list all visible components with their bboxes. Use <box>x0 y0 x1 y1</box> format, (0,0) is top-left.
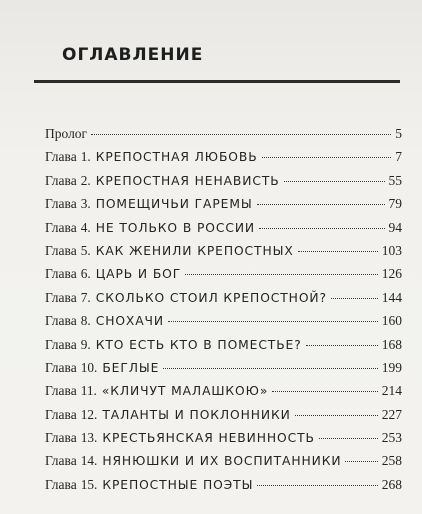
chapter-label: Глава <box>45 266 77 282</box>
page-number: 144 <box>381 289 402 305</box>
page-number: 160 <box>381 313 402 329</box>
toc-entry[interactable] <box>45 407 402 430</box>
dot-leader <box>262 157 392 158</box>
chapter-number: 8. <box>80 313 91 329</box>
chapter-label: Глава <box>45 476 77 492</box>
dot-leader <box>331 298 378 299</box>
entry-title: «КЛИЧУТ МАЛАШКОЮ» <box>101 384 269 399</box>
chapter-number: 14. <box>80 453 98 469</box>
chapter-label: Глава <box>45 196 77 212</box>
dot-leader <box>306 345 378 346</box>
chapter-number: 10. <box>80 359 98 375</box>
dot-leader <box>319 438 378 439</box>
chapter-number: 6. <box>80 266 91 282</box>
toc-entry[interactable] <box>45 383 402 406</box>
page-number: 268 <box>381 476 402 492</box>
dot-leader <box>272 391 378 392</box>
entry-title: КАК ЖЕНИЛИ КРЕПОСТНЫХ <box>95 243 294 258</box>
toc-entry[interactable] <box>45 196 402 219</box>
toc-entry[interactable] <box>45 220 402 243</box>
toc-entry[interactable] <box>45 149 402 172</box>
page-number: 214 <box>381 383 402 399</box>
toc-entry[interactable] <box>45 360 402 383</box>
entry-title: БЕГЛЫЕ <box>102 360 160 375</box>
chapter-label: Глава <box>45 336 77 352</box>
chapter-number: 5. <box>80 242 91 258</box>
heading-rule <box>34 80 400 83</box>
chapter-number: 13. <box>80 430 98 446</box>
page-number: 103 <box>381 242 402 258</box>
chapter-number: 1. <box>80 149 91 165</box>
chapter-number: 7. <box>80 289 91 305</box>
page-number: 258 <box>381 453 402 469</box>
chapter-label: Глава <box>45 149 77 165</box>
entry-title: КРЕПОСТНАЯ НЕНАВИСТЬ <box>95 173 280 188</box>
page-number: 55 <box>388 172 402 188</box>
toc-entry[interactable] <box>45 337 402 360</box>
chapter-label: Глава <box>45 383 77 399</box>
table-of-contents <box>45 126 402 500</box>
entry-title: ТАЛАНТЫ И ПОКЛОННИКИ <box>102 407 291 422</box>
toc-entry[interactable] <box>45 126 402 149</box>
chapter-label: Глава <box>45 289 77 305</box>
toc-entry[interactable] <box>45 430 402 453</box>
dot-leader <box>295 415 378 416</box>
page-number: 126 <box>381 266 402 282</box>
chapter-label: Глава <box>45 313 77 329</box>
toc-entry[interactable] <box>45 266 402 289</box>
entry-title: КТО ЕСТЬ КТО В ПОМЕСТЬЕ? <box>95 337 302 352</box>
dot-leader <box>163 368 377 369</box>
chapter-label: Глава <box>45 172 77 188</box>
dot-leader <box>185 274 378 275</box>
chapter-number: 15. <box>80 476 98 492</box>
toc-entry[interactable] <box>45 243 402 266</box>
dot-leader <box>259 228 384 229</box>
page-number: 7 <box>395 149 402 165</box>
entry-title: КРЕПОСТНЫЕ ПОЭТЫ <box>102 477 254 492</box>
chapter-number: 4. <box>80 219 91 235</box>
toc-entry[interactable] <box>45 313 402 336</box>
chapter-number: 9. <box>80 336 91 352</box>
page-title: ОГЛАВЛЕНИЕ <box>62 45 204 65</box>
entry-title: КРЕСТЬЯНСКАЯ НЕВИННОСТЬ <box>102 431 315 446</box>
page-number: 79 <box>388 196 402 212</box>
chapter-number: 12. <box>80 406 98 422</box>
page-number: 168 <box>381 336 402 352</box>
dot-leader <box>284 181 385 182</box>
entry-title: Пролог <box>45 126 88 141</box>
dot-leader <box>257 204 385 205</box>
dot-leader <box>168 321 378 322</box>
dot-leader <box>298 251 378 252</box>
page-number: 94 <box>388 219 402 235</box>
chapter-label: Глава <box>45 430 77 446</box>
chapter-number: 3. <box>80 196 91 212</box>
page-number: 253 <box>381 430 402 446</box>
chapter-label: Глава <box>45 453 77 469</box>
toc-entry[interactable] <box>45 173 402 196</box>
chapter-number: 2. <box>80 172 91 188</box>
toc-entry[interactable] <box>45 290 402 313</box>
chapter-label: Глава <box>45 219 77 235</box>
entry-title: СКОЛЬКО СТОИЛ КРЕПОСТНОЙ? <box>95 290 327 305</box>
page-number: 5 <box>395 126 402 141</box>
entry-title: СНОХАЧИ <box>95 314 164 329</box>
entry-title: ЦАРЬ И БОГ <box>95 267 182 282</box>
dot-leader <box>345 461 377 462</box>
page-number: 227 <box>381 406 402 422</box>
page-number: 199 <box>381 359 402 375</box>
entry-title: КРЕПОСТНАЯ ЛЮБОВЬ <box>95 150 258 165</box>
chapter-label: Глава <box>45 359 77 375</box>
toc-entry[interactable] <box>45 453 402 476</box>
chapter-label: Глава <box>45 242 77 258</box>
chapter-number: 11. <box>80 383 97 399</box>
entry-title: НЯНЮШКИ И ИХ ВОСПИТАННИКИ <box>102 454 342 469</box>
dot-leader <box>257 485 377 486</box>
dot-leader <box>91 134 391 135</box>
entry-title: НЕ ТОЛЬКО В РОССИИ <box>95 220 256 235</box>
entry-title: ПОМЕЩИЧЬИ ГАРЕМЫ <box>95 197 253 212</box>
chapter-label: Глава <box>45 406 77 422</box>
toc-entry[interactable] <box>45 477 402 500</box>
